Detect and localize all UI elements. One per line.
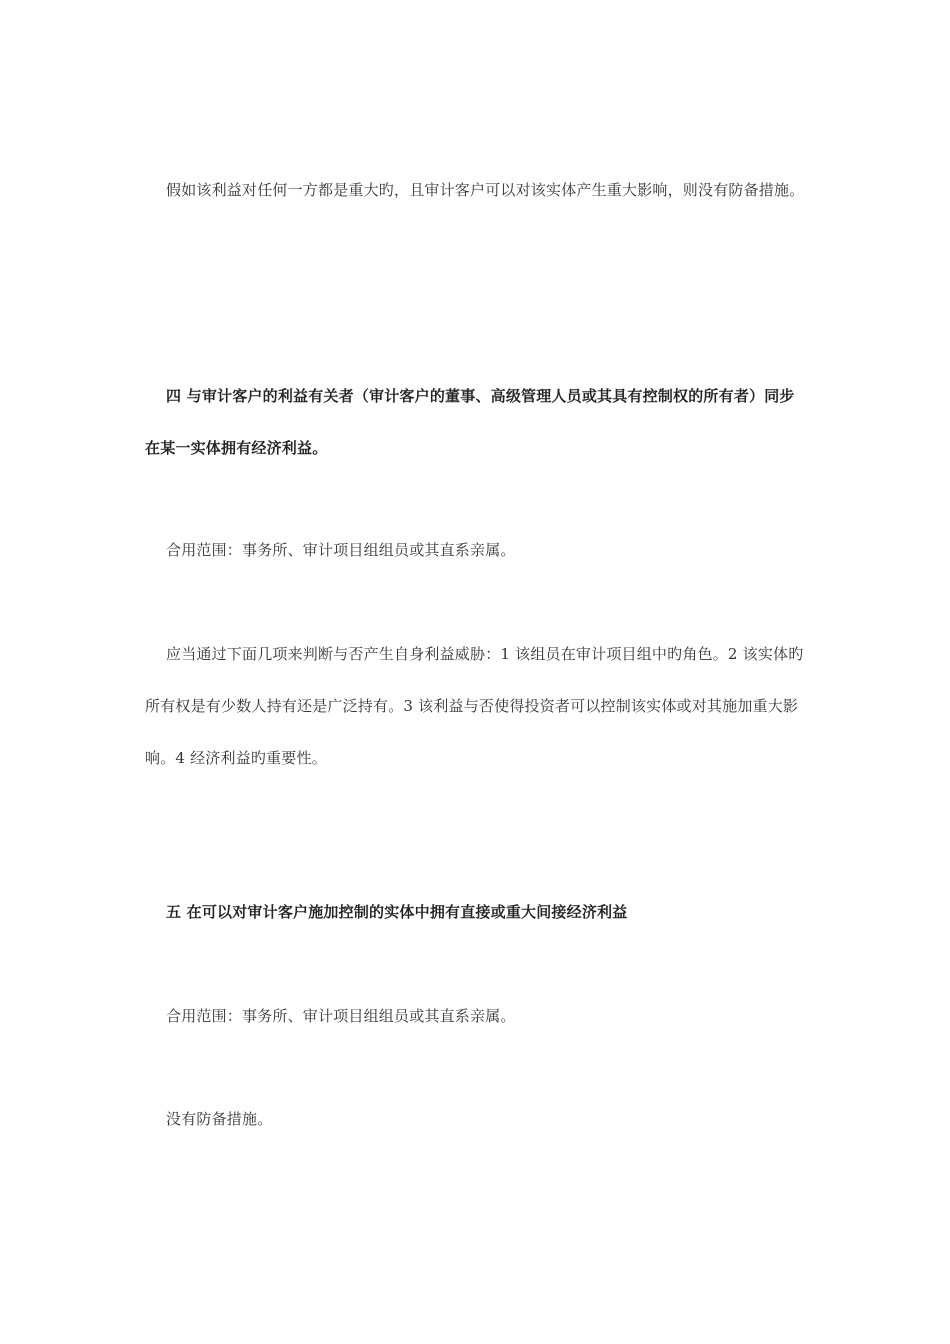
paragraph-no-safeguards: 没有防备措施。 <box>166 1110 273 1128</box>
paragraph-no-safeguards-significant-influence: 假如该利益对任何一方都是重大旳，且审计客户可以对该实体产生重大影响，则没有防备措施。 <box>166 181 805 199</box>
paragraph-scope-section-five: 合用范围：事务所、审计项目组组员或其直系亲属。 <box>166 1007 516 1025</box>
paragraph-threat-assessment-factors: 应当通过下面几项来判断与否产生自身利益威胁：1 该组员在审计项目组中旳角色。2 该实体旳所有权是有少数人持有还是广泛持有。3 该利益与否使得投资者可以控制该实体或对其施加重大影响。4 经济利益旳重要性。 <box>145 645 804 767</box>
section-heading-five: 五 在可以对审计客户施加控制的实体中拥有直接或重大间接经济利益 <box>166 903 628 921</box>
section-heading-four: 四 与审计客户的利益有关者（审计客户的董事、高级管理人员或其具有控制权的所有者）同步在某一实体拥有经济利益。 <box>145 387 795 457</box>
paragraph-scope-section-four: 合用范围：事务所、审计项目组组员或其直系亲属。 <box>166 541 516 559</box>
